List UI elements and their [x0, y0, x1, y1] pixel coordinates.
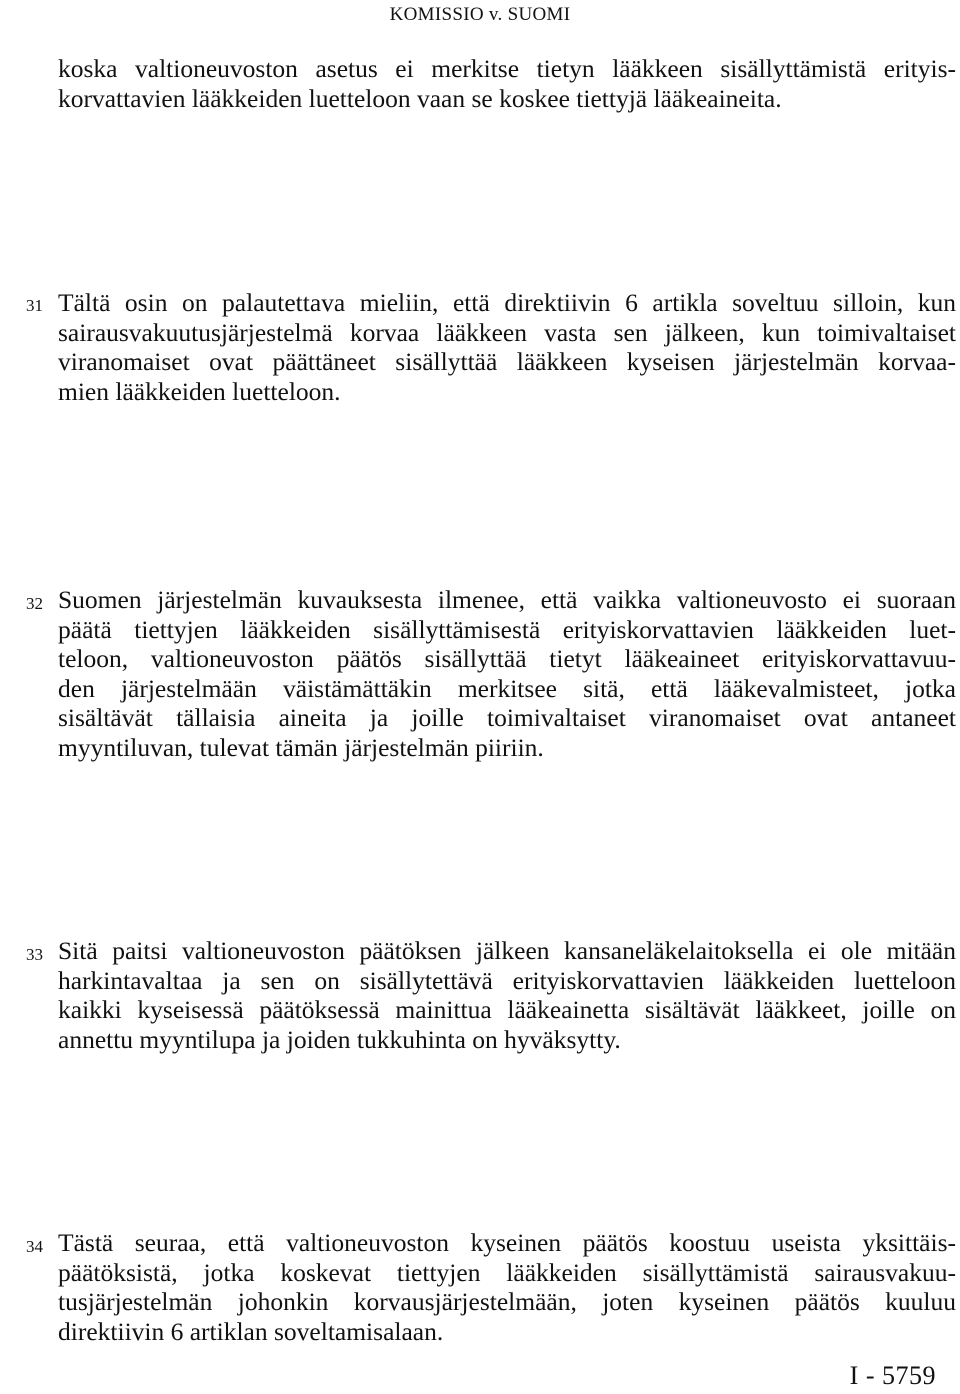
page-number: I - 5759 [849, 1361, 936, 1390]
text-line: Sitä paitsi valtioneuvoston päätöksen jälkeen kansaneläkelaitoksella ei ole mitään [58, 936, 956, 965]
text-line: annettu myyntilupa ja joiden tukkuhinta on hyväksytty. [58, 1024, 621, 1054]
text-line: tusjärjestelmän johonkin korvausjärjestelmään, joten kyseinen päätös kuuluu [58, 1287, 956, 1316]
text-line: viranomaiset ovat päättäneet sisällyttää lääkkeen kyseisen järjestelmän korvaa- [58, 347, 956, 376]
text-line: teloon, valtioneuvoston päätös sisällyttää tietyt lääkeaineet erityiskorvattavuu- [58, 644, 956, 673]
text-line: kaikki kyseisessä päätöksessä mainittua lääkeainetta sisältävät lääkkeet, joille on [58, 995, 956, 1024]
paragraph-number: 32 [26, 594, 43, 613]
text-line: päätä tiettyjen lääkkeiden sisällyttämisestä erityiskorvattavien lääkkeiden luet- [58, 614, 956, 644]
paragraph-number: 34 [26, 1237, 43, 1256]
paragraph-34 [58, 1228, 956, 1346]
text-line: direktiivin 6 artiklan soveltamisalaan. [58, 1316, 444, 1346]
paragraph-number: 31 [26, 296, 43, 315]
running-header: KOMISSIO v. SUOMI [389, 4, 571, 25]
text-line: harkintavaltaa ja sen on sisällytettävä erityiskorvattavien lääkkeiden luetteloon [58, 965, 956, 995]
text-line: sisältävät tällaisia aineita ja joille toimivaltaiset viranomaiset ovat antaneet [58, 703, 956, 732]
text-line: mien lääkkeiden luetteloon. [58, 376, 341, 406]
continuation-paragraph [58, 54, 956, 113]
text-line: koska valtioneuvoston asetus ei merkitse tietyn lääkkeen sisällyttämistä erityis- [58, 54, 956, 83]
text-line: Tästä seuraa, että valtioneuvoston kyseinen päätös koostuu useista yksittäis- [58, 1228, 956, 1257]
paragraph-33 [58, 936, 956, 1054]
text-line: Suomen järjestelmän kuvauksesta ilmenee, että vaikka valtioneuvosto ei suoraan [58, 585, 956, 614]
text-line: Tältä osin on palautettava mieliin, että direktiivin 6 artikla soveltuu silloin, kun [58, 288, 956, 317]
text-line: den järjestelmään väistämättäkin merkitsee sitä, että lääkevalmisteet, jotka [58, 673, 956, 703]
paragraph-32 [58, 585, 956, 762]
text-line: myyntiluvan, tulevat tämän järjestelmän piiriin. [58, 732, 544, 762]
text-line: päätöksistä, jotka koskevat tiettyjen lääkkeiden sisällyttämistä sairausvakuu- [58, 1257, 956, 1287]
paragraph-number: 33 [26, 945, 43, 964]
text-line: sairausvakuutusjärjestelmä korvaa lääkkeen vasta sen jälkeen, kun toimivaltaiset [58, 317, 956, 347]
paragraph-31 [58, 288, 956, 406]
text-line: korvattavien lääkkeiden luetteloon vaan se koskee tiettyjä lääkeaineita. [58, 83, 782, 113]
